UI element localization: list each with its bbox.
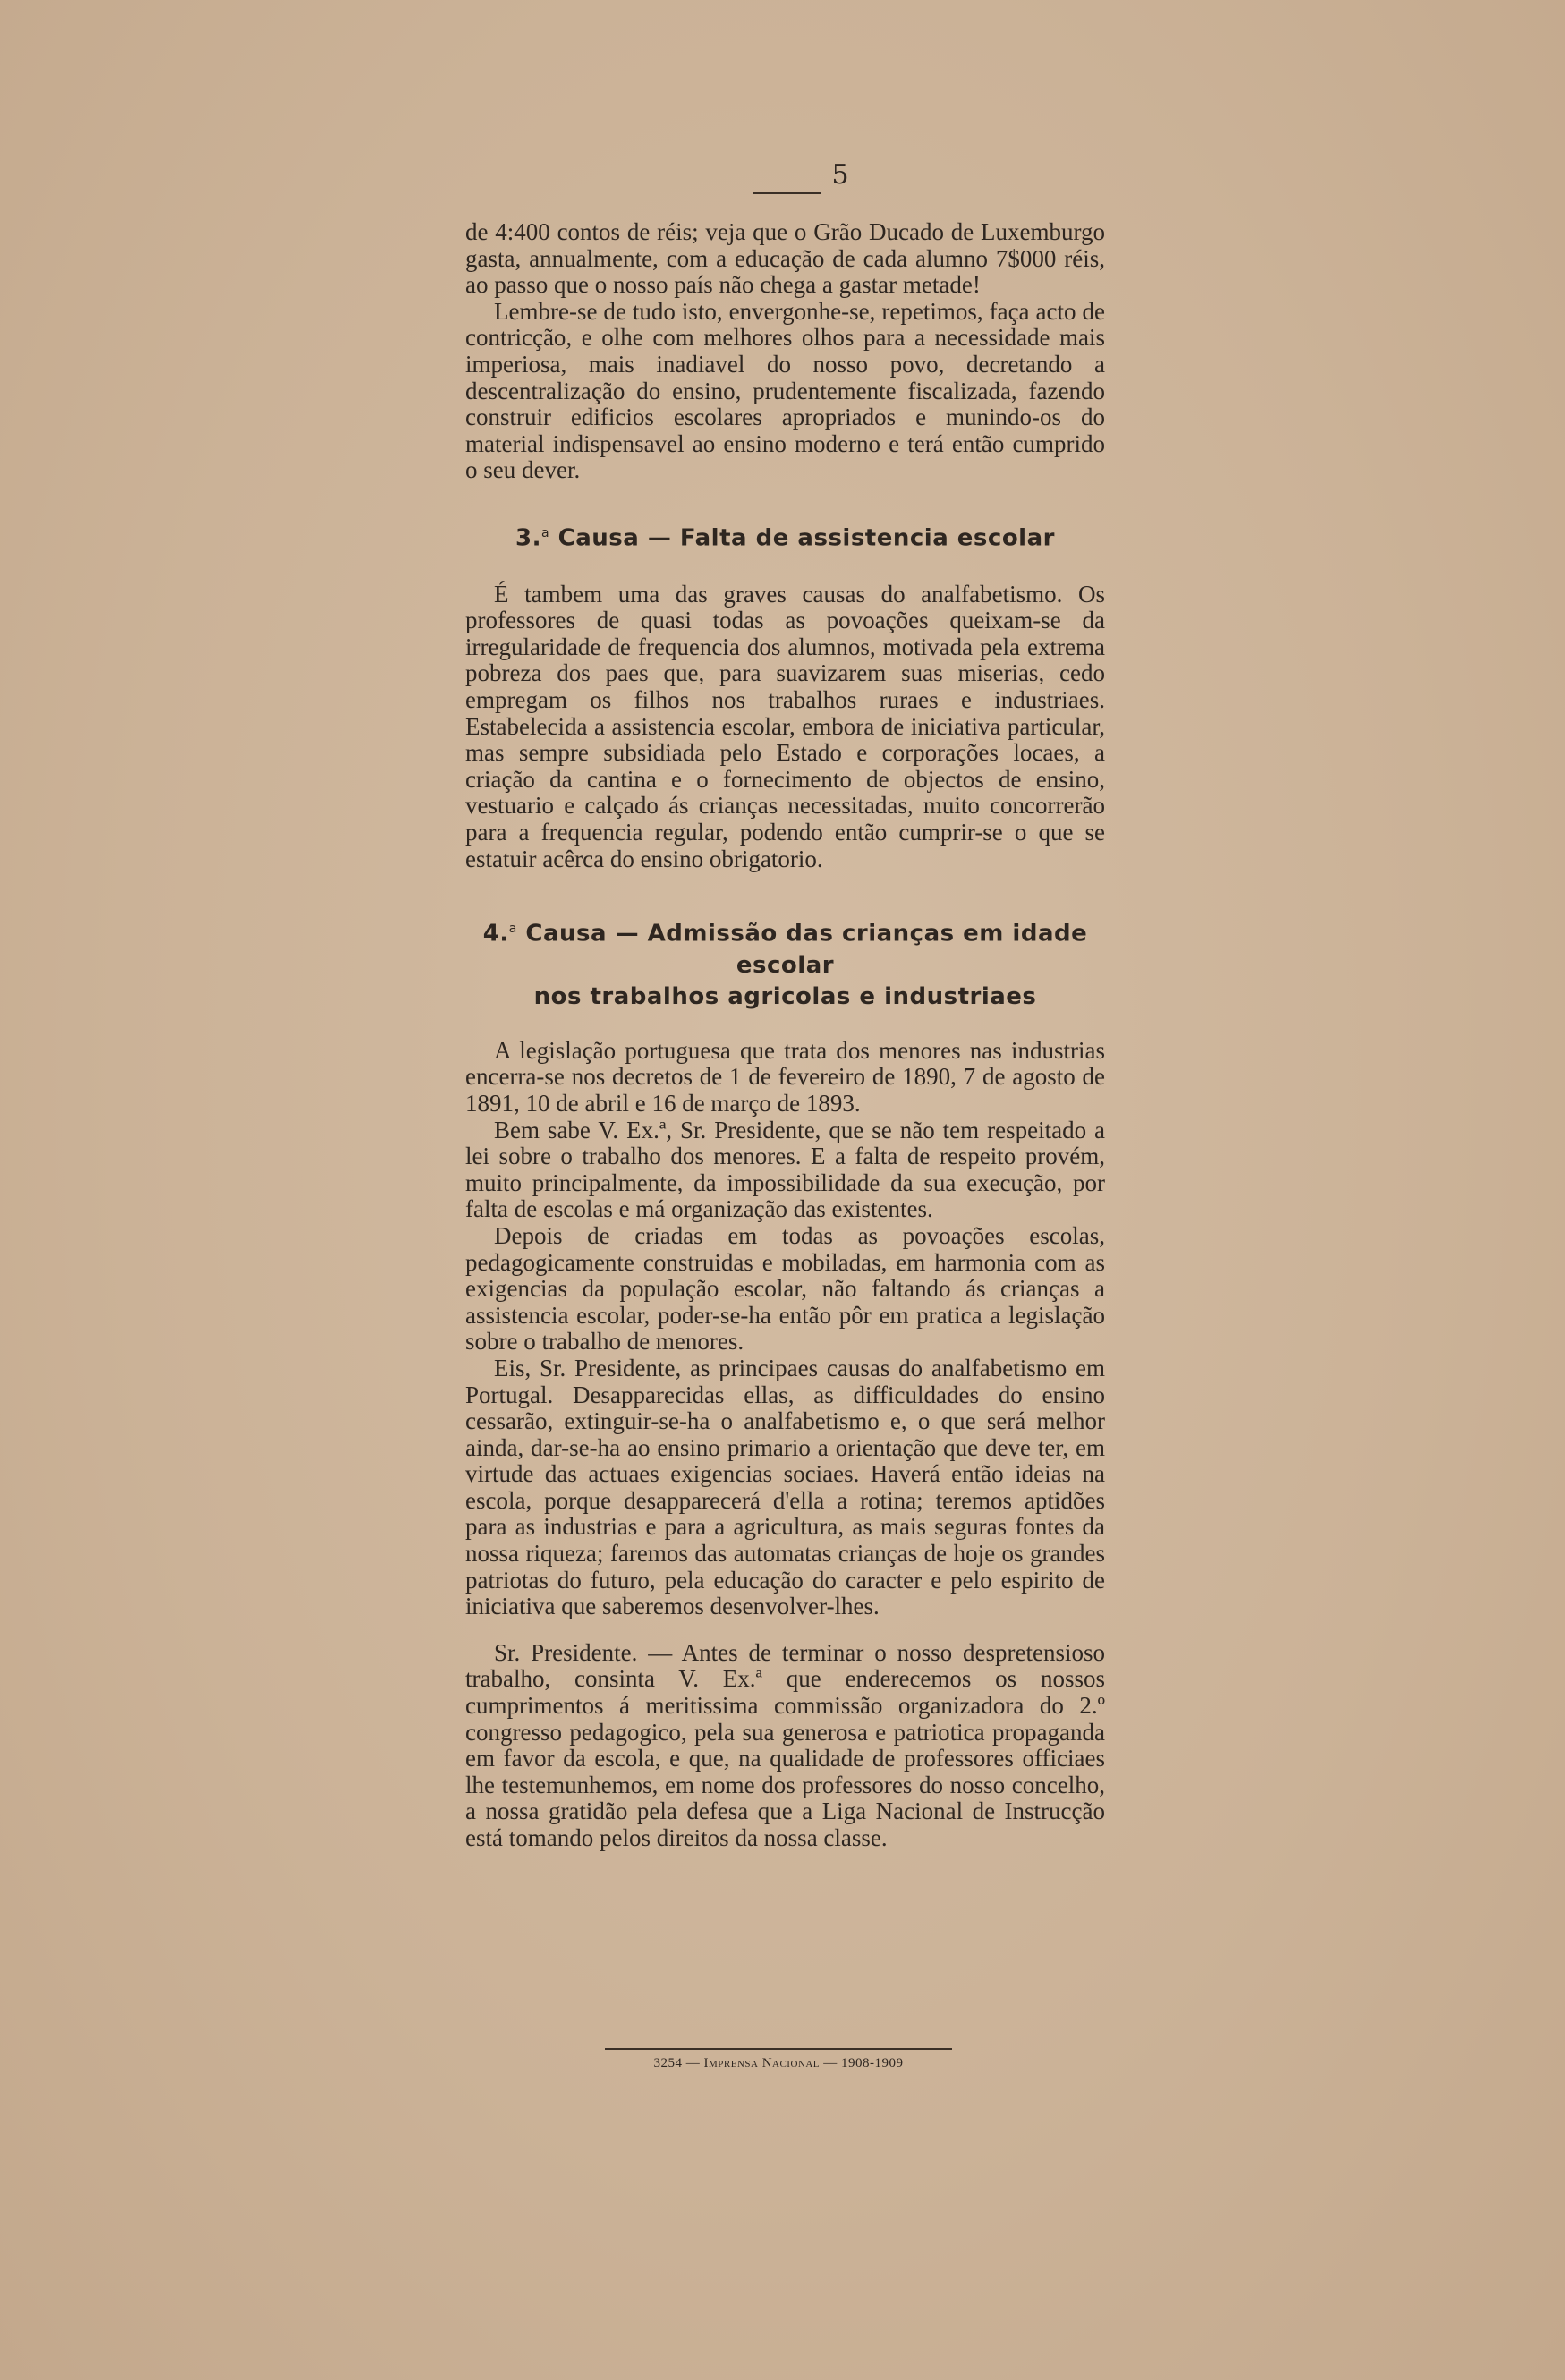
section-title-line-2: nos trabalhos agricolas e industriaes <box>533 982 1037 1010</box>
section-title: Causa — Falta de assistencia escolar <box>557 524 1055 552</box>
page-number-rule <box>753 192 821 194</box>
document-body <box>465 219 1105 1852</box>
paragraph: Depois de criadas em todas as povoações escolas, pedagogicamente construidas e mobiladas, em harmonia com as exigencias da população escolar, não faltando ás crianças a assistencia escolar, poder-se-ha então pôr em pratica a legislação sobre o trabalho de menores. <box>465 1221 1105 1356</box>
section-heading-3 <box>465 518 1105 555</box>
paragraph: A legislação portuguesa que trata dos menores nas industrias encerra-se nos decretos de 1 de fevereiro de 1890, 7 de agosto de 1891, 10 de abril e 16 de março de 1893. <box>465 1036 1105 1117</box>
footer-rule <box>605 2048 952 2050</box>
section-title: Causa — Admissão das crianças em idade escolar <box>525 920 1088 979</box>
paragraph: de 4:400 contos de réis; veja que o Grão Ducado de Luxemburgo gasta, annualmente, com a educação de cada alumno 7$000 réis, ao passo que o nosso país não chega a gastar metade! <box>465 218 1105 299</box>
paragraph: Eis, Sr. Presidente, as principaes causas do analfabetismo em Portugal. Desapparecidas ellas, as difficuldades do ensino cessarão, extinguir-se-ha o analfabetismo e, o que será melhor ainda, dar-se-ha ao ensino primario a orientação que deve ter, em virtude das actuaes exigencias sociaes. Haverá então ideias na escola, porque desapparecerá d'ella a rotina; teremos aptidões para as industrias e para a agricultura, as mais seguras fontes da nossa riqueza; faremos das automatas crianças de hoje os grandes patriotas do futuro, pela educação do caracter e pelo espirito de iniciativa que saberemos desenvolver-lhes. <box>465 1354 1105 1620</box>
paragraph: É tambem uma das graves causas do analfabetismo. Os professores de quasi todas as povoações queixam-se da irregularidade de frequencia dos alumnos, motivada pela extrema pobreza dos paes que, para suavizarem suas miserias, cedo empregam os filhos nos trabalhos ruraes e industriaes. Estabelecida a assistencia escolar, embora de iniciativa particular, mas sempre subsidiada pelo Estado e corporações locaes, a criação da cantina e o fornecimento de objectos de ensino, vestuario e calçado ás crianças necessitadas, muito concorrerão para a frequencia regular, podendo então cumprir-se o que se estatuir acêrca do ensino obrigatorio. <box>465 580 1105 872</box>
page-number: 5 <box>831 159 850 191</box>
paragraph: Sr. Presidente. — Antes de terminar o nosso despretensioso trabalho, consinta V. Ex.ª que enderecemos os nossos cumprimentos á meritissima commissão organizadora do 2.º congresso pedagogico, pela sua generosa e patriotica propaganda em favor da escola, e que, na qualidade de professores officiaes lhe testemunhemos, em nome dos professores do nosso concelho, a nossa gratidão pela defesa que a Liga Nacional de Instrucção está tomando pelos direitos da nossa classe. <box>465 1638 1105 1851</box>
printer-imprint: 3254 — Imprensa Nacional — 1908-1909 <box>653 2056 904 2070</box>
paragraph-gap <box>465 1620 1105 1640</box>
section-heading-4 <box>465 914 1105 1013</box>
section-number: 4. <box>482 920 509 948</box>
section-ordinal: a <box>540 525 550 540</box>
section-ordinal: a <box>508 922 517 937</box>
paragraph: Bem sabe V. Ex.ª, Sr. Presidente, que se não tem respeitado a lei sobre o trabalho dos menores. E a falta de respeito provém, muito principalmente, da impossibilidade da sua execução, por falta de escolas e má organização das existentes. <box>465 1116 1105 1223</box>
section-number: 3. <box>515 524 541 552</box>
section-title-line-1 <box>465 914 1105 982</box>
paragraph: Lembre-se de tudo isto, envergonhe-se, repetimos, faça acto de contricção, e olhe com melhores olhos para a necessidade mais imperiosa, mais inadiavel do nosso povo, decretando a descentralização do ensino, prudentemente fiscalizada, fazendo construir edificios escolares apropriados e munindo-os do material indispensavel ao ensino moderno e terá então cumprido o seu dever. <box>465 297 1105 484</box>
